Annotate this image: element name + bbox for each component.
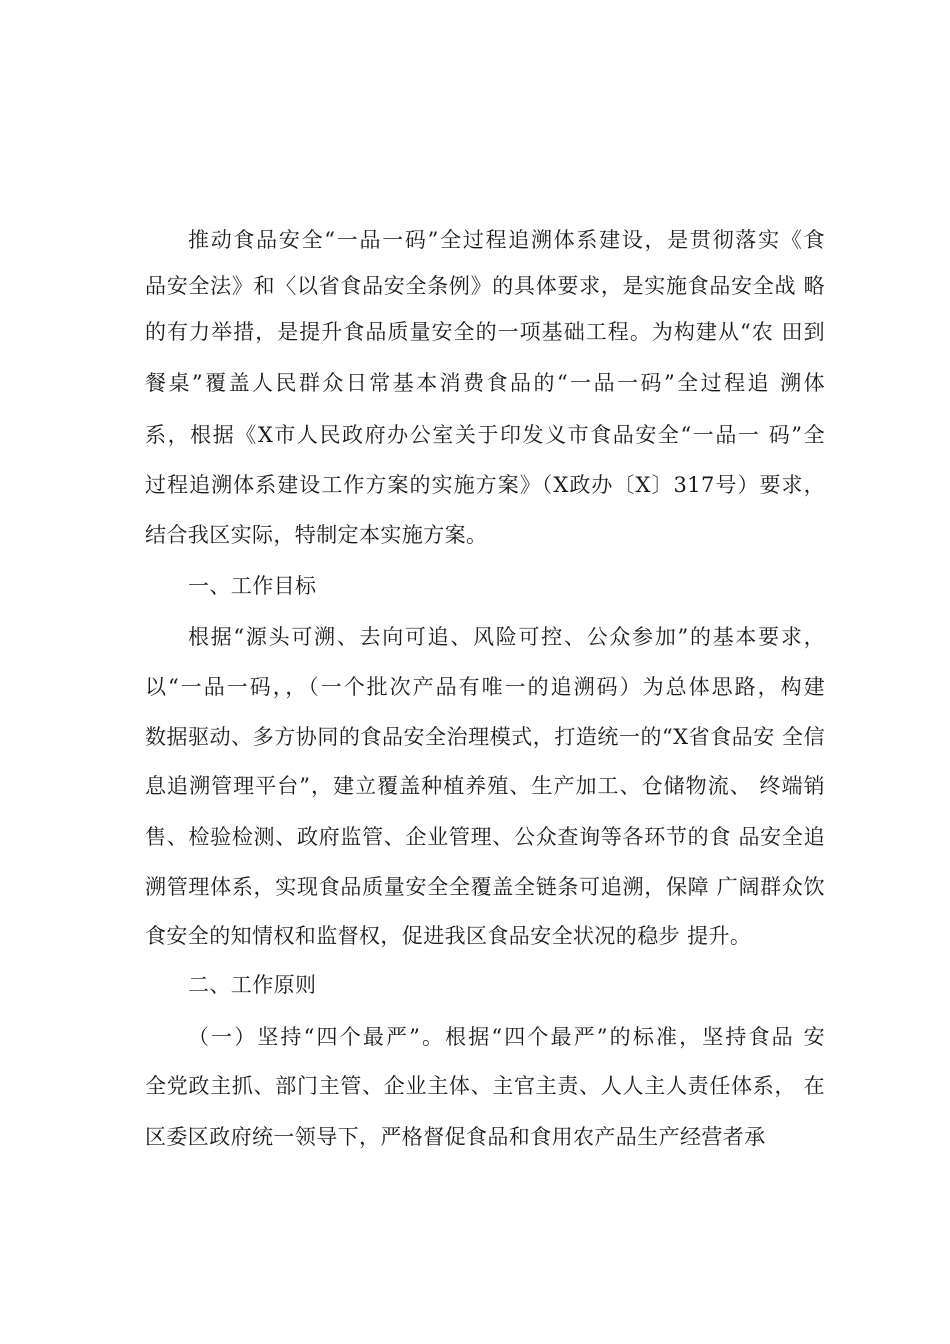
paragraph-1-line-2: 品安全法》和〈以省食品安全条例》的具体要求，是实施食品安全战 略 bbox=[145, 274, 825, 298]
paragraph-2-line-3: 数据驱动、多方协同的食品安全治理模式，打造统一的“X省食品安 全信 bbox=[145, 725, 825, 749]
paragraph-1-line-1: 推动食品安全“一品一码”全过程追溯体系建设，是贯彻落实《食 bbox=[188, 228, 825, 252]
paragraph-2-line-7: 食安全的知情权和监督权，促进我区食品安全状况的稳步 提升。 bbox=[145, 924, 752, 948]
paragraph-3-line-2: 全党政主抓、部门主管、企业主体、主官主责、人人主人责任体系， 在 bbox=[145, 1074, 825, 1098]
paragraph-3-line-1: （一）坚持“四个最严”。根据“四个最严”的标准，坚持食品 安 bbox=[188, 1025, 825, 1049]
paragraph-3-line-3: 区委区政府统一领导下，严格督促食品和食用农产品生产经营者承 bbox=[145, 1125, 766, 1149]
paragraph-1-line-5: 系，根据《X市人民政府办公室关于印发义市食品安全“一品一 码”全 bbox=[145, 423, 825, 447]
section-heading-principles: 二、工作原则 bbox=[188, 973, 317, 997]
paragraph-1-line-6: 过程追溯体系建设工作方案的实施方案》（X政办〔X〕317号）要求， bbox=[145, 473, 825, 497]
section-heading-goals: 一、工作目标 bbox=[188, 574, 317, 598]
paragraph-2-line-2: 以“一品一码，，（一个批次产品有唯一的追溯码）为总体思路，构建 bbox=[145, 675, 825, 699]
paragraph-1-line-3: 的有力举措，是提升食品质量安全的一项基础工程。为构建从“农 田到 bbox=[145, 320, 825, 344]
paragraph-2-line-5: 售、检验检测、政府监管、企业管理、公众查询等各环节的食 品安全追 bbox=[145, 825, 825, 849]
paragraph-2-line-1: 根据“源头可溯、去向可追、风险可控、公众参加”的基本要求， bbox=[188, 625, 825, 649]
paragraph-2-line-6: 溯管理体系，实现食品质量安全全覆盖全链条可追溯，保障 广阔群众饮 bbox=[145, 875, 825, 899]
paragraph-1-line-7: 结合我区实际，特制定本实施方案。 bbox=[145, 523, 488, 547]
paragraph-2-line-4: 息追溯管理平台”，建立覆盖种植养殖、生产加工、仓储物流、 终端销 bbox=[145, 774, 825, 798]
paragraph-1-line-4: 餐桌”覆盖人民群众日常基本消费食品的“一品一码”全过程追 溯体 bbox=[145, 371, 825, 395]
